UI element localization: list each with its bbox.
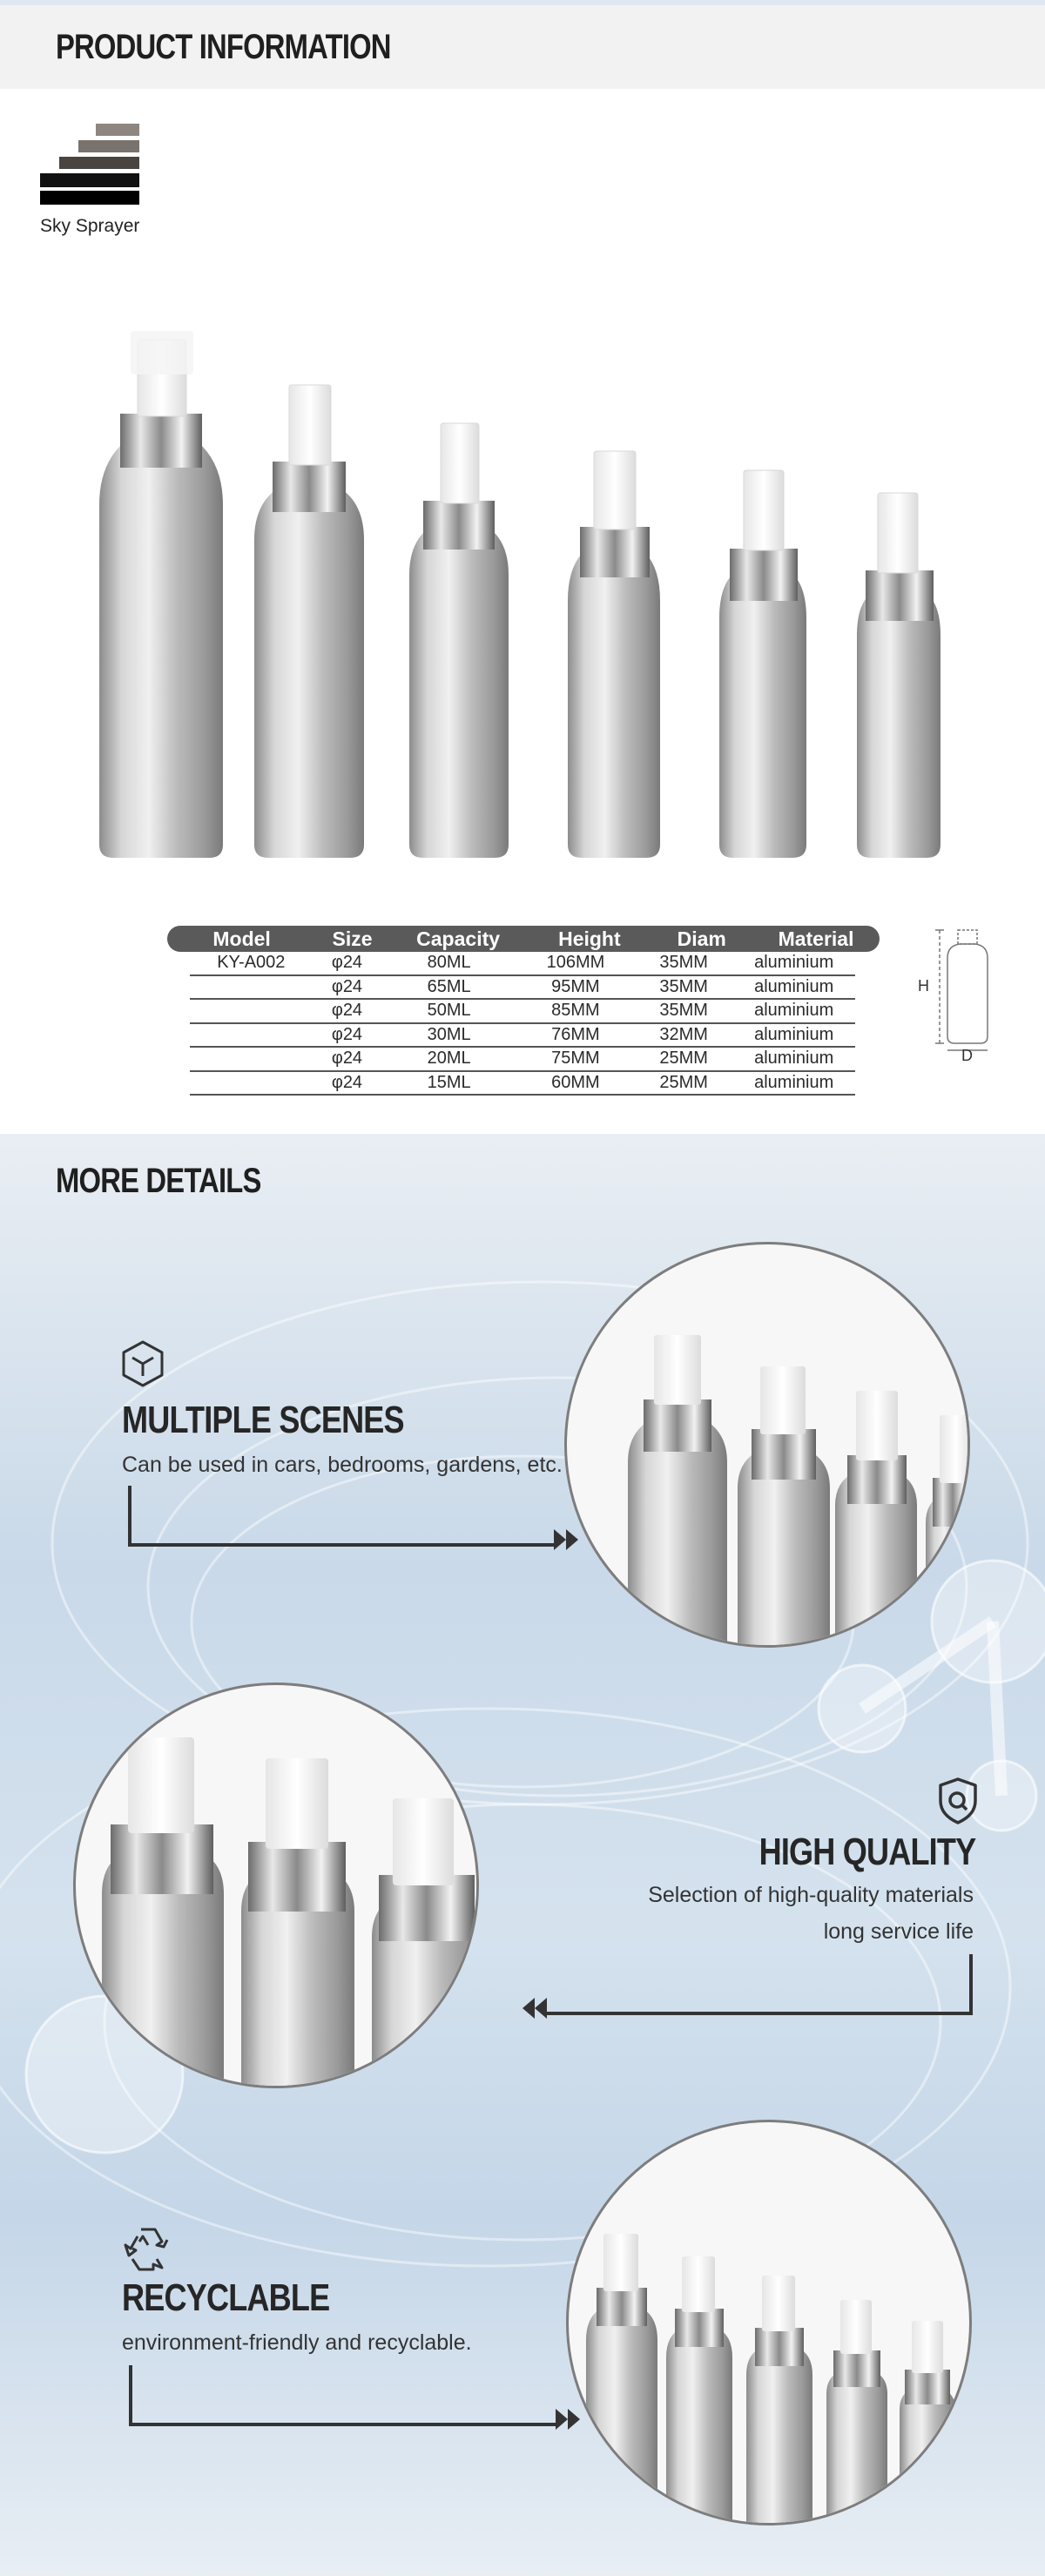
cell-material: aluminium [754, 1072, 834, 1092]
feature-desc-high-quality-line1: Selection of high-quality materials [648, 1883, 974, 1907]
brand-name: Sky Sprayer [40, 216, 140, 236]
cell-diam: 32MM [659, 1024, 708, 1044]
cell-height: 76MM [551, 1024, 600, 1044]
table-row [190, 1072, 855, 1096]
feature-desc-recyclable: environment-friendly and recyclable. [122, 2330, 472, 2355]
cell-size: φ24 [331, 976, 363, 996]
logo-step [59, 157, 139, 169]
feature-image-recyclable [566, 2120, 972, 2525]
bottles-closeup-image [76, 1685, 479, 2088]
table-row [190, 1000, 855, 1024]
more-details-title: MORE DETAILS [56, 1162, 261, 1200]
feature-desc-multiple-scenes: Can be used in cars, bedrooms, gardens, etc. [122, 1453, 563, 1477]
cell-diam: 25MM [659, 1072, 708, 1092]
bottles-closeup-image [567, 1244, 970, 1648]
cell-material: aluminium [754, 976, 834, 996]
product-info-title: PRODUCT INFORMATION [56, 28, 391, 66]
logo-step [78, 140, 139, 152]
cell-size: φ24 [331, 1001, 363, 1021]
more-details-section [0, 1134, 1045, 2576]
col-header: Capacity [416, 927, 501, 950]
product-info-header [0, 5, 1045, 89]
logo-step [40, 173, 139, 187]
spec-table [167, 926, 880, 1096]
brand-logo [37, 124, 150, 246]
cell-capacity: 50ML [427, 1001, 471, 1021]
shield-q-icon [937, 1777, 979, 1825]
table-row [190, 952, 855, 976]
cell-material: aluminium [754, 1001, 834, 1021]
bottle-dimension-diagram [913, 923, 1008, 1062]
connector-arrow-right [122, 1482, 592, 1552]
cell-capacity: 65ML [427, 976, 471, 996]
cell-size: φ24 [331, 1024, 363, 1044]
cell-capacity: 15ML [427, 1072, 471, 1092]
cell-diam: 35MM [659, 976, 708, 996]
cell-height: 106MM [546, 953, 605, 973]
logo-step [40, 191, 139, 205]
cell-diam: 35MM [659, 953, 708, 973]
recycle-icon [122, 2224, 174, 2273]
table-row [190, 1048, 855, 1072]
cell-size: φ24 [331, 953, 363, 973]
feature-title-high-quality: HIGH QUALITY [758, 1831, 975, 1873]
cell-size: φ24 [331, 1072, 363, 1092]
cell-capacity: 20ML [427, 1049, 471, 1069]
cell-height: 95MM [551, 976, 600, 996]
cell-diam: 35MM [659, 1001, 708, 1021]
feature-desc-high-quality-line2: long service life [823, 1919, 974, 1944]
spec-table-header [167, 926, 880, 952]
feature-image-high-quality [73, 1682, 479, 2088]
cell-diam: 25MM [659, 1049, 708, 1069]
cell-capacity: 30ML [427, 1024, 471, 1044]
cell-size: φ24 [331, 1049, 363, 1069]
cell-material: aluminium [754, 953, 834, 973]
table-row [190, 976, 855, 1001]
diagram-diameter-label: D [961, 1047, 973, 1062]
diagram-height-label: H [918, 977, 929, 995]
cell-height: 60MM [551, 1072, 600, 1092]
connector-arrow-left [509, 1951, 979, 2020]
col-header: Model [212, 927, 271, 950]
feature-title-recyclable: RECYCLABLE [122, 2276, 330, 2319]
feature-image-multiple-scenes [564, 1242, 970, 1648]
col-header: Material [778, 927, 854, 950]
cell-height: 85MM [551, 1001, 600, 1021]
cell-model: KY-A002 [217, 953, 286, 973]
connector-arrow-right [124, 2362, 594, 2431]
bottle-lineup-image [87, 287, 993, 862]
cube-icon [120, 1339, 165, 1388]
logo-step [96, 124, 139, 136]
col-header: Size [332, 927, 373, 950]
cell-capacity: 80ML [427, 953, 471, 973]
col-header: Diam [677, 927, 726, 950]
table-row [190, 1024, 855, 1049]
cell-height: 75MM [551, 1049, 600, 1069]
cell-material: aluminium [754, 1024, 834, 1044]
cell-material: aluminium [754, 1049, 834, 1069]
feature-title-multiple-scenes: MULTIPLE SCENES [122, 1399, 404, 1441]
bottles-lineup-image [569, 2122, 972, 2525]
col-header: Height [558, 927, 621, 950]
